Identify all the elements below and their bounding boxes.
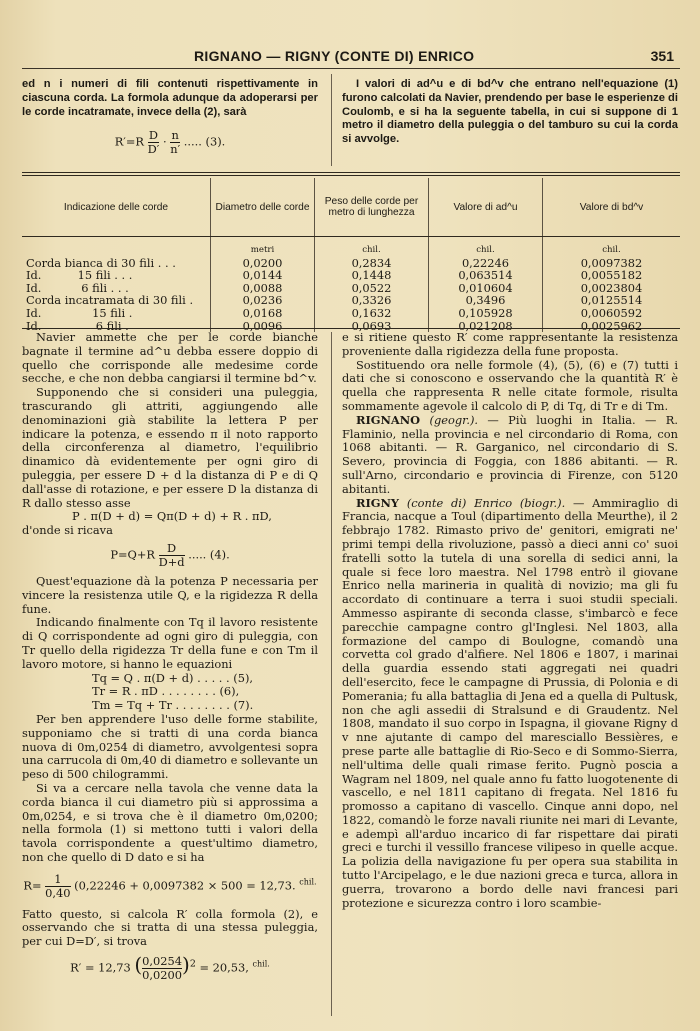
left-column xyxy=(22,331,318,988)
table-header-rule xyxy=(22,236,680,237)
value-cell: 0,0168 xyxy=(211,307,315,320)
frac-num: n xyxy=(171,128,179,143)
unit-cell: metri xyxy=(211,236,315,257)
value-cell: 0,3326 xyxy=(315,294,429,307)
value-cell: 0,0236 xyxy=(211,294,315,307)
fraction-1-040 xyxy=(45,873,70,900)
entry-rigny xyxy=(342,497,678,911)
unit-cell: chil. xyxy=(315,236,429,257)
eq-r-unit: chil. xyxy=(299,877,317,887)
eq-rp-unit: chil. xyxy=(252,959,270,969)
top-right-column xyxy=(342,78,678,147)
frac-den: 0,40 xyxy=(45,885,71,900)
value-cell: 0,0125514 xyxy=(580,293,643,308)
value-cell: 0,0522 xyxy=(315,282,429,295)
value-cell: 0,2834 xyxy=(315,257,429,270)
eq-4-lhs: P=Q+R xyxy=(110,547,155,562)
right-column xyxy=(342,331,678,910)
col-header: Peso delle corde per metro di lunghezza xyxy=(315,178,429,236)
unit-cell: chil. xyxy=(429,236,543,257)
table-row xyxy=(22,307,680,320)
value-cell: 0,22246 xyxy=(429,257,543,270)
fraction-n-nprime xyxy=(170,129,180,156)
table-intro-paragraph: I valori di ad^u e di bd^v che entrano nell'equazione (1) furono calcolati da Navier, prendendo per base le esperienze di Coulomb, e si ha la seguente tabella, in cui si suppone di 1 metro il diametro della puleggia o del tamburo su cui la corda si avvolge. xyxy=(342,78,678,146)
value-cell: 0,0060592 xyxy=(580,305,643,320)
intro-paragraph: ed n i numeri di fili contenuti rispettivamente in ciascuna corda. La formola adunque da adoperarsi per le corde incatramate, invece della (2), sarà xyxy=(22,78,318,118)
entry-text: — Più luoghi in Italia. — R. Flaminio, nella provincia e nel circondario di Roma, con 1068 abitanti. — R. Garganico, nel circondario di S. Severo, provincia di Foggia, con 1886 abitanti. — R. sull'Arno, circondario e provincia di Firenze, con 5120 abitanti. xyxy=(342,412,678,496)
frac-den: D+d xyxy=(158,554,185,569)
frac-num: 0,0254 xyxy=(142,954,183,969)
value-cell: 0,105928 xyxy=(429,307,543,320)
paragraph: Quest'equazione dà la potenza P necessaria per vincere la resistenza utile Q, e la rigidezza R della fune. xyxy=(22,573,318,616)
value-cell: 0,3496 xyxy=(429,294,543,307)
table-units-row xyxy=(22,236,680,257)
paragraph: Navier ammette che per le corde bianche bagnate il termine ad^u debba essere doppio di quello che corrisponde alle medesime corde secche, e che non debba cangiarsi il termine bd^v. xyxy=(22,330,318,386)
value-cell: 0,0055182 xyxy=(580,268,643,283)
eq-rp-lhs: R′ = 12,73 xyxy=(70,960,131,975)
paragraph: Supponendo che si consideri una puleggia, trascurando gli attriti, aggiungendo alle denominazioni già stabilite la lettera P per indicare la potenza, e essendo π il noto rapporto della circonferenza al diametro, l'equilibrio dinamico dà evidentemente per ogni giro di puleggia, per essere D + d la distanza di P e di Q dall'asse di rotazione, e per essere D la distanza di R dallo stesso asse xyxy=(22,385,318,510)
frac-den: 0,0200 xyxy=(142,968,183,983)
entry-headword: RIGNY xyxy=(356,495,400,510)
running-header xyxy=(22,48,680,68)
value-cell: 0,0023804 xyxy=(580,280,643,295)
value-cell: 0,0025962 xyxy=(580,318,643,333)
page-number: 351 xyxy=(650,48,674,64)
fraction-ratio xyxy=(142,955,182,982)
equation-7: Tm = Tq + Tr . . . . . . . . (7). xyxy=(92,698,254,713)
table-top-rule-2 xyxy=(22,175,680,176)
col-header: Indicazione delle corde xyxy=(22,178,211,236)
frac-num: D xyxy=(148,128,159,143)
value-cell: 0,0144 xyxy=(211,269,315,282)
row-label-cell: Corda incatramata di 30 fili . xyxy=(22,294,211,307)
eq-rp-rhs: = 20,53, xyxy=(199,960,249,975)
col-header: Valore di bd^v xyxy=(579,201,644,213)
paragraph: Per ben apprendere l'uso delle forme stabilite, supponiamo che si tratti di una corda bianca nuova di 0m,0254 di diametro, avvolgentesi sopra una carrucola di 0m,40 di diametro e sollevante un peso di 500 chilogrammi. xyxy=(22,711,318,782)
formula-3-lhs: R′=R xyxy=(114,134,144,149)
eq-r-rhs: (0,22246 + 0,0097382 × 500 = 12,73. xyxy=(74,878,296,893)
entry-rignano xyxy=(342,414,678,497)
value-cell: 0,0097382 xyxy=(580,255,643,270)
value-cell: 0,0693 xyxy=(315,320,429,333)
value-cell: 0,021208 xyxy=(429,320,543,333)
row-label-cell: Id. 6 fili . xyxy=(22,320,211,333)
entry-tag: (conte di) Enrico (biogr.). xyxy=(406,495,566,510)
paragraph: Fatto questo, si calcola R′ colla formola (2), e osservando che si tratta di una stessa puleggia, per cui D=D′, si trova xyxy=(22,906,318,949)
frac-num: 1 xyxy=(45,873,70,887)
value-cell: 0,0200 xyxy=(211,257,315,270)
frac-den: D′ xyxy=(147,142,160,157)
frac-num: D xyxy=(159,542,185,556)
col-header: Valore di ad^u xyxy=(429,178,543,236)
formula-3-tag: ..... (3). xyxy=(183,134,226,149)
fraction-d-dd xyxy=(159,542,185,569)
row-label-cell: Id. 6 fili . . . xyxy=(22,282,211,295)
equation-4 xyxy=(22,542,318,569)
frac-den: n′ xyxy=(170,142,181,157)
equation-5: Tq = Q . π(D + d) . . . . . (5), xyxy=(92,670,254,685)
row-label-cell: Id. 15 fili . . . xyxy=(22,269,211,282)
paragraph: d'onde si ricava xyxy=(22,523,113,538)
paragraph: e si ritiene questo R′ come rappresentante la resistenza proveniente dalla rigidezza della fune proposta. xyxy=(342,330,678,358)
row-label-cell: Id. 15 fili . xyxy=(22,307,211,320)
running-title: RIGNANO — RIGNY (CONTE DI) ENRICO xyxy=(194,48,475,64)
value-cell: 0,063514 xyxy=(429,269,543,282)
unit-cell xyxy=(22,236,211,257)
equation-6: Tr = R . πD . . . . . . . . (6), xyxy=(92,684,240,699)
value-cell: 0,1632 xyxy=(315,307,429,320)
unit-cell: chil. xyxy=(602,245,621,255)
rope-values-table xyxy=(22,178,680,332)
col-header: Diametro delle corde xyxy=(211,178,315,236)
table-row xyxy=(22,269,680,282)
column-divider-top xyxy=(331,74,332,166)
entry-text: — Ammiraglio di Francia, nacque a Toul (dipartimento della Meurthe), il 2 febbrajo 1782. Rimasto privo de' genitori, emigrati ne' primi tempi della rivoluzione, passò a dieci anni co' suoi fratelli sotto la tutela di una sorella di sedici anni, la quale si fece loro maestra. Nel 1798 entrò il giovane Enrico nella marineria in qualità di novizio; ma gli fu accordato di continuare a terra i suoi studii speciali. Ammesso aspirante di seconda classe, s'imbarcò e fece parecchie campagne contro gl'Inglesi. Nel 1803, alla formazione del campo di Boulogne, comandò una corvetta col grado d'alfiere. Nel 1806 e 1807, i marinai della guardia essendo stati aggregati nei quadri dell'esercito, fece le campagne di Prussia, di Polonia e di Pomerania; fu alla battaglia di Jena ed a quella di Pultusk, non che agli assedii di Stralsund e di Graudentz. Nel 1808, mandato il suo corpo in Ispagna, il giovane Rigny d v nne ajutante di campo del maresciallo Bessières, e prese parte alle battaglie di Rio-Seco e di Sommo-Sierra, nell'ultima delle quali rimase ferito. Pugnò poscia a Wagram nel 1809, nel quale anno fu fatto luogotenente di vascello, e nel 1811 capitano di fregata. Nel 1816 fu promosso a capitano di vascello. Cinque anni dopo, nel 1822, comandò le forze navali riunite nei mari di Levante, e adempì all'arduo incarico di far rispettare dai pirati greci e turchi il vessillo francese vilipeso in quelle acque. La polizia della navigazione fu per opera sua stabilita in tutto l'Arcipelago, e le due nazioni greca e turca, allora in guerra, trovarono a bordo delle navi francesi pari protezione e sicurezza contro i loro scambie- xyxy=(342,495,678,910)
value-cell: 0,0088 xyxy=(211,282,315,295)
top-left-column xyxy=(22,78,318,162)
column-divider xyxy=(331,332,332,1016)
paragraph: Sostituendo ora nelle formole (4), (5), (6) e (7) tutti i dati che si conoscono e osservando che la quantità R′ è quella che rappresenta R nelle citate formole, risulta sommamente agevole il calcolo di P, di Tq, di Tr e di Tm. xyxy=(342,357,678,413)
table-top-rule xyxy=(22,172,680,173)
paragraph: Indicando finalmente con Tq il lavoro resistente di Q corrispondente ad ogni giro di puleggia, con Tr quello della rigidezza Tr della fune e con Tm il lavoro motore, si hanno le equazioni xyxy=(22,615,318,671)
formula-3: R′=R $\frac{D}{D'}$ · $\frac{n}{n'}$ ..... (3). xyxy=(114,128,226,157)
paragraph: Si va a cercare nella tavola che venne data la corda bianca il cui diametro più si approssima a 0m,0254, e si trova che è il diametro 0m,0200; nella formola (1) si mettono tutti i valori della tavola corrispondente a quest'ultimo diametro, non che quello di D dato e si ha xyxy=(22,780,318,864)
header-rule xyxy=(22,68,680,69)
entry-tag: (geogr.). xyxy=(429,412,479,427)
equation-rprime: R′ = 12,73 ( $\frac{0,0254}{0,0200}$ )$^2$ = 20,53, $^{chil.}$ xyxy=(70,952,270,983)
equation-r xyxy=(22,873,318,900)
value-cell: 0,010604 xyxy=(429,282,543,295)
equation-a: P . π(D + d) = Qπ(D + d) + R . πD, xyxy=(72,509,272,524)
eq-r-lhs: R= xyxy=(23,878,42,893)
value-cell: 0,1448 xyxy=(315,269,429,282)
entry-headword: RIGNANO xyxy=(356,412,421,427)
eq-rp-exp: 2 xyxy=(189,958,196,970)
value-cell: 0,0096 xyxy=(211,320,315,333)
table-header-row xyxy=(22,178,680,236)
fraction-d-dprime xyxy=(148,129,160,156)
row-label-cell: Corda bianca di 30 fili . . . xyxy=(22,257,211,270)
eq-4-tag: ..... (4). xyxy=(188,547,230,562)
table-bottom-rule xyxy=(22,328,680,329)
